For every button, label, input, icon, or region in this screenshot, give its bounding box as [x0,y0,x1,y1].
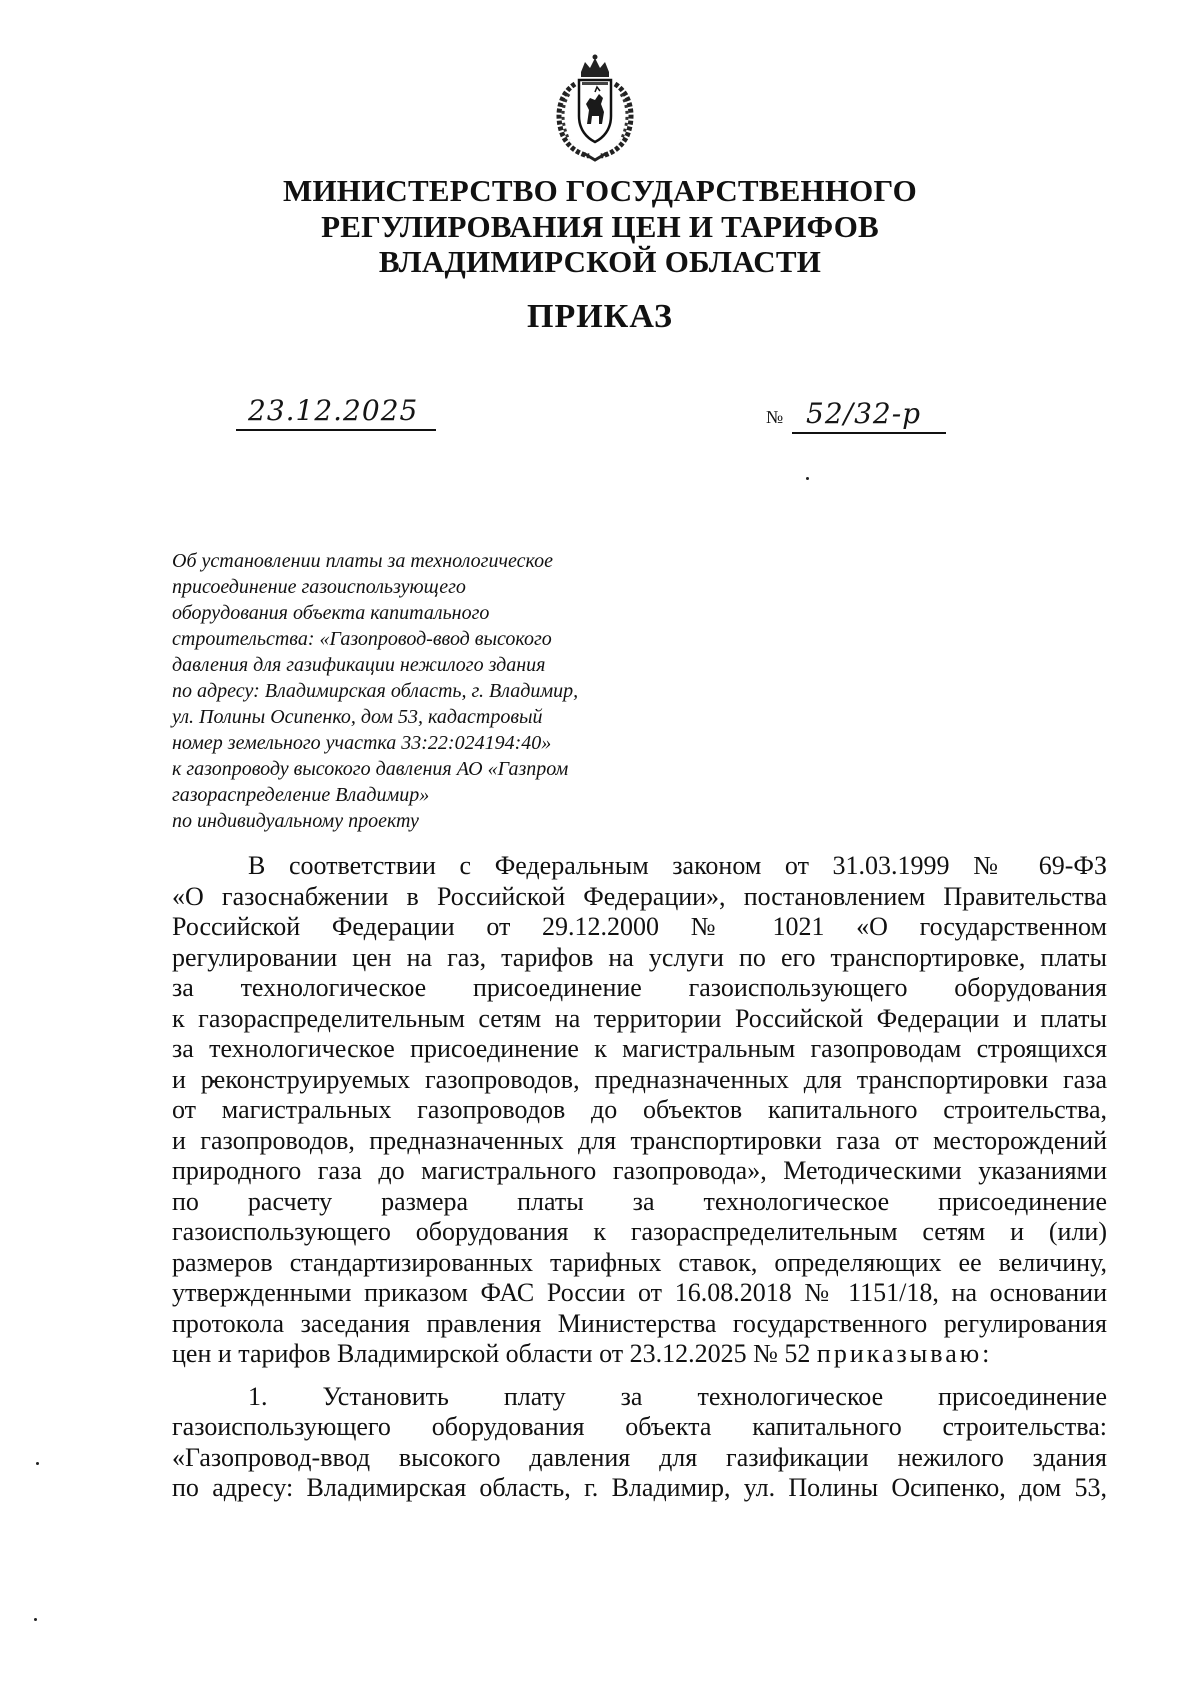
preamble-line: и реконструируемых газопроводов, предназначенных для транспортировки газа [172,1064,1107,1094]
number-sign: № [766,407,784,427]
ministry-name-line-2: РЕГУЛИРОВАНИЯ ЦЕН И ТАРИФОВ [321,209,879,244]
preamble-line: и газопроводов, предназначенных для транспортировки газа от месторождений [172,1125,1107,1155]
item-1-line: по адресу: Владимирская область, г. Владимир, ул. Полины Осипенко, дом 53, [172,1473,1107,1502]
date-field [236,385,436,431]
subject-line: ул. Полины Осипенко, дом 53, кадастровый [172,706,543,728]
preamble-line: регулировании цен на газ, тарифов на услуги по его транспортировке, платы [172,942,1107,972]
subject-line: по индивидуальному проекту [172,810,419,832]
speck-mark [36,1462,39,1465]
preamble-line: за технологическое присоединение к магистральным газопроводам строящихся [172,1034,1107,1063]
subject-line: давления для газификации нежилого здания [172,654,546,676]
preamble-line: «О газоснабжении в Российской Федерации», постановлением Правительства [172,881,1107,911]
subject-line: по адресу: Владимирская область, г. Владимир, [172,680,579,702]
preamble-line: протокола заседания правления Министерства государственного регулирования [172,1308,1107,1338]
item-1-line: 1. Установить плату за технологическое присоединение [248,1381,1107,1411]
subject-line: Об установлении платы за технологическое [172,550,553,572]
subject-line: присоединение газоиспользующего [172,576,466,598]
item-1-line: «Газопровод-ввод высокого давления для газификации нежилого здания [172,1442,1107,1472]
number-underline [792,388,946,434]
speck-mark [34,1618,37,1621]
ministry-name-line-1: МИНИСТЕРСТВО ГОСУДАРСТВЕННОГО [283,173,917,208]
preamble-final-text: цен и тарифов Владимирской области от 23.12.2025 № 52 [172,1339,811,1368]
ministry-name-line-3: ВЛАДИМИРСКОЙ ОБЛАСТИ [378,244,822,279]
preamble-line: природного газа до магистрального газопровода», Методическими указаниями [172,1156,1107,1185]
preamble-line: газоиспользующего оборудования к газораспределительным сетям и (или) [172,1217,1107,1246]
preamble-line: от магистральных газопроводов до объектов капитального строительства, [172,1095,1107,1124]
preamble-line: размеров стандартизированных тарифных ставок, определяющих ее величину, [172,1247,1107,1277]
subject-line: оборудования объекта капитального [172,602,490,624]
order-body [172,851,1107,1504]
handwritten-date: 23.12.2025 [248,394,419,427]
subject-line: строительства: «Газопровод-ввод высокого [172,628,552,650]
item-1-line: газоиспользующего оборудования объекта капитального строительства: [172,1412,1107,1441]
preamble-line: за технологическое присоединение газоиспользующего оборудования [172,973,1107,1002]
coat-of-arms-icon [545,54,645,162]
paragraph-gap [172,1370,1107,1382]
handwritten-number: 52/32-р [806,397,922,430]
preamble-line: к газораспределительным сетям на территории Российской Федерации и платы [172,1003,1107,1033]
preamble-line: утвержденными приказом ФАС России от 16.08.2018 № 1151/18, на основании [172,1278,1107,1307]
subject-line: к газопроводу высокого давления АО «Газпром [172,758,569,780]
speck-mark [806,477,809,480]
subject-line: номер земельного участка 33:22:024194:40» [172,732,552,754]
preamble-line: В соответствии с Федеральным законом от 31.03.1999 № 69-ФЗ [248,851,1107,880]
order-subject [172,548,692,834]
preamble-final-line [172,1339,1107,1370]
preamble-line: Российской Федерации от 29.12.2000 № 1021 «О государственном [172,912,1107,941]
subject-line: газораспределение Владимир» [172,784,430,806]
order-word: приказываю: [816,1339,993,1368]
document-type-title: ПРИКАЗ [527,298,673,335]
order-number-field [766,390,946,434]
preamble-line: по расчету размера платы за технологическое присоединение [172,1186,1107,1216]
